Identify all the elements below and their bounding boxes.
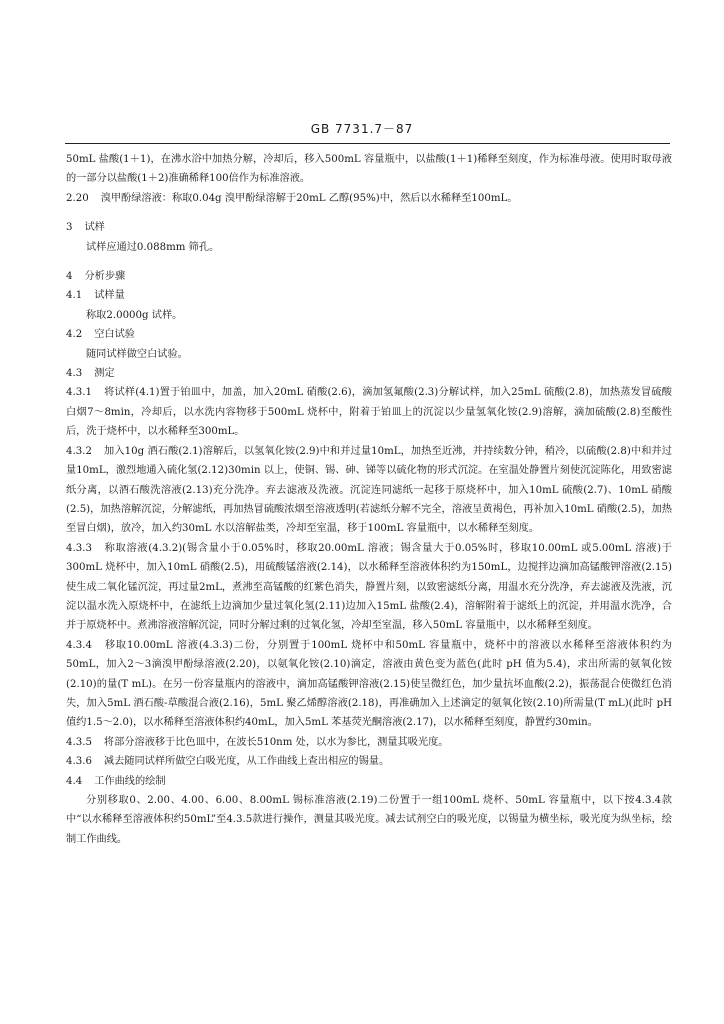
clause-text: 将试样(4.1)置于铂皿中，加盖，加入20mL 硝酸(2.6)，滴加氢氟酸(2.3)分解试样，加入25mL 硫酸(2.8)，加热蒸发冒硫酸白烟7～8min，冷却后，以水洗内容物移于500mL 烧杯中，附着于铂皿上的沉淀以少量氢氧化铵(2.9)溶解，滴加硫酸(2.8)至酸性后，洗于烧杯中，以水稀释至300mL。 xyxy=(66,387,672,438)
clause-4-3-5 xyxy=(66,733,672,752)
clause-text: 溴甲酚绿溶液：称取0.04g 溴甲酚绿溶解于20mL 乙醇(95%)中，然后以水稀释至100mL。 xyxy=(100,192,518,204)
clause-number: 4.1 xyxy=(66,290,83,302)
clause-text: 称取溶液(4.3.2)(锡含量小于0.05%时，移取20.00mL 溶液；锡含量大于0.05%时，移取10.00mL 或5.00mL 溶液)于300mL 烧杯中，加入10mL 硝酸(2.5)，用硫酸锰溶液(2.14)，以水稀释至溶液体积约为150mL，边搅拌边滴加高锰酸钾溶液(2.15)使生成二氧化锰沉淀，再过量2mL，煮沸至高锰酸的红紫色消失，静置片刻，以致密滤纸分离，用温水充分洗净，弃去滤液及洗液，沉淀以温水洗入原烧杯中，在滤纸上边滴加少量过氧化氢(2.11)边加入15mL 盐酸(2.4)，溶解附着于滤纸上的沉淀，并用温水洗净，合并于原烧杯中。煮沸溶液溶解沉淀，同时分解过剩的过氧化氢，冷却至室温，移入50mL 容量瓶中，以水稀释至刻度。 xyxy=(66,542,672,632)
document-body xyxy=(66,150,672,849)
clause-text: 移取10.00mL 溶液(4.3.3)二份，分别置于100mL 烧杯中和50mL 容量瓶中，烧杯中的溶液以水稀释至溶液体积约为50mL，加入2～3滴溴甲酚绿溶液(2.20)，以氨氧化铵(2.10)滴定，溶液由黄色变为蓝色(此时 pH 值为5.4)，求出所需的氨氧化铵(2.10)的量(T mL)。在另一份容量瓶内的溶液中，滴加高锰酸钾溶液(2.15)使呈微红色，加少量抗坏血酸(2.2)，振荡混合使微红色消失，加入5mL 酒石酸-草酸混合液(2.16)，5mL 聚乙烯醇溶液(2.18)，再准确加入上述滴定的氨氧化铵(2.10)所需量(T mL)(此时 pH 值约1.5～2.0)，以水稀释至溶液体积约40mL，加入5mL 苯基荧光酮溶液(2.17)，以水稀释至刻度，静置约30min。 xyxy=(66,639,672,729)
clause-number: 4 xyxy=(66,271,73,283)
clause-number: 4.3.6 xyxy=(66,756,92,768)
body-paragraph: 称取2.0000g 试样。 xyxy=(86,309,183,321)
clause-text: 测定 xyxy=(94,368,115,380)
clause-4-3-3 xyxy=(66,539,672,636)
clause-4-3-6 xyxy=(66,752,672,771)
clause-text: 试样 xyxy=(84,222,105,234)
clause-text: 工作曲线的绘制 xyxy=(94,775,166,787)
clause-number: 4.4 xyxy=(66,775,83,787)
clause-number: 4.3 xyxy=(66,368,83,380)
clause-4-3-1 xyxy=(66,383,672,441)
body-paragraph: 随同试样做空白试验。 xyxy=(86,348,188,360)
clause-4-3-2 xyxy=(66,442,672,539)
clause-2-20 xyxy=(66,189,672,208)
clause-text: 空白试验 xyxy=(94,329,135,341)
clause-3 xyxy=(66,218,672,237)
clause-4-3-4 xyxy=(66,636,672,733)
clause-number: 4.3.4 xyxy=(66,639,92,651)
section-gap xyxy=(66,208,672,218)
clause-number: 2.20 xyxy=(66,192,89,204)
body-paragraph: 50mL 盐酸(1＋1)，在沸水浴中加热分解，冷却后，移入500mL 容量瓶中，以盐酸(1＋1)稀释至刻度，作为标准母液。使用时取母液的一部分以盐酸(1＋2)准确稀释100倍作为标准溶液。 xyxy=(66,154,672,185)
clause-text: 试样量 xyxy=(94,290,125,302)
clause-number: 4.3.2 xyxy=(66,445,92,457)
clause-4 xyxy=(66,267,672,286)
clause-text: 加入10g 酒石酸(2.1)溶解后，以氢氧化铵(2.9)中和并过量10mL，加热至近沸，并持续数分钟，稍冷，以硫酸(2.8)中和并过量10mL，激烈地通入硫化氢(2.12)30min 以上，使铜、锡、砷、锑等以硫化物的形式沉淀。在室温处静置片刻使沉淀陈化，用致密滤纸分离，以酒石酸洗溶液(2.13)充分洗净。弃去滤液及洗液。沉淀连同滤纸一起移于原烧杯中，加入10mL 硫酸(2.7)、10mL 硝酸(2.5)，加热溶解沉淀，分解滤纸，再加热冒硫酸浓烟至溶液透明(若滤纸分解不完全，溶液呈黄褐色，再补加入10mL 硝酸(2.5)，加热至冒白烟)，放冷，加入约30mL 水以溶解盐类，冷却至室温，移于100mL 容量瓶中，以水稀释至刻度。 xyxy=(66,445,672,535)
clause-number: 4.3.5 xyxy=(66,736,92,748)
clause-4-3 xyxy=(66,364,672,383)
section-gap xyxy=(66,257,672,267)
clause-number: 4.3.1 xyxy=(66,387,92,399)
clause-number: 4.2 xyxy=(66,329,83,341)
clause-text: 将部分溶液移于比色皿中，在波长510nm 处，以水为参比，测量其吸光度。 xyxy=(103,736,449,748)
clause-number: 4.3.3 xyxy=(66,542,92,554)
clause-4-1 xyxy=(66,286,672,305)
page-header-code: GB 7731.7－87 xyxy=(310,122,414,136)
header-rule xyxy=(65,143,670,144)
clause-number: 3 xyxy=(66,222,73,234)
clause-text: 分析步骤 xyxy=(84,271,126,283)
clause-4-2 xyxy=(66,325,672,344)
clause-4-4 xyxy=(66,772,672,791)
clause-text: 减去随同试样所做空白吸光度，从工作曲线上查出相应的锡量。 xyxy=(103,756,390,768)
body-paragraph: 分别移取0、2.00、4.00、6.00、8.00mL 锡标准溶液(2.19)二份置于一组100mL 烧杯、50mL 容量瓶中，以下按4.3.4款中“以水稀释至溶液体积约50mL”至4.3.5款进行操作，测量其吸光度。减去试剂空白的吸光度，以锡量为横坐标，吸光度为纵坐标，绘制工作曲线。 xyxy=(66,795,672,845)
body-paragraph: 试样应通过0.088mm 筛孔。 xyxy=(86,241,220,253)
